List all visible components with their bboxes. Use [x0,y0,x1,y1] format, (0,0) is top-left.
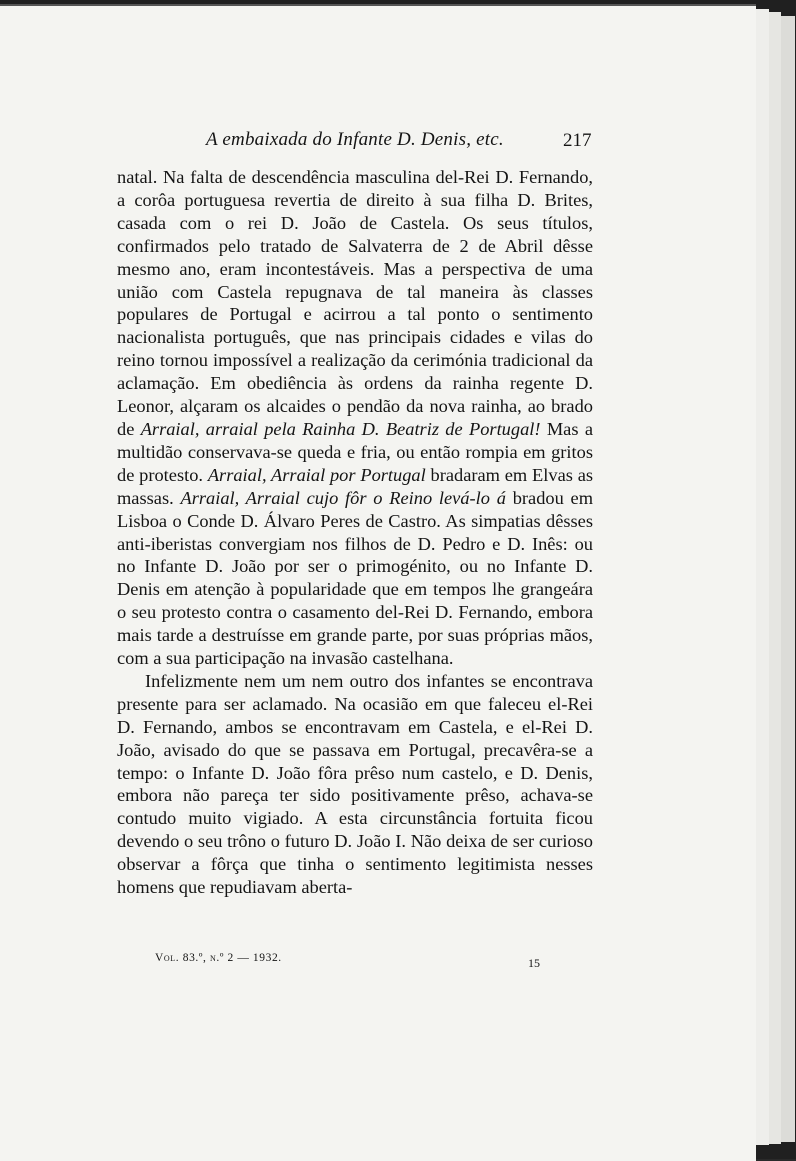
signature-mark: 15 [528,956,540,970]
italic-quote: Arraial, Arraial cujo fôr o Reino levá-lo á [180,487,506,508]
body-text [117,166,593,899]
italic-quote: Arraial, arraial pela Rainha D. Beatriz de Portugal! [140,418,541,439]
italic-quote: Arraial, Arraial por Portugal [207,464,426,485]
paragraph-1 [117,166,593,670]
volume-line: Vol. 83.º, n.º 2 — 1932. [155,952,282,964]
page-header [0,129,756,159]
page-number: 217 [563,130,592,151]
book-page [0,4,756,1161]
text-run: bradaram em Elvas as massas. [117,464,594,508]
page-footer [0,952,756,976]
text-run: natal. Na falta de descendência masculina del-Rei D. Fernando, a corôa portuguesa revertia de direito à sua filha D. Brites, casada com o rei D. João de Castela. Os seus títulos, confirmados pelo tratado de Salvaterra de 2 de Abril dêsse mesmo ano, eram incontestáveis. Mas a perspectiva de uma união com Castela repugnava de tal maneira às classes populares de Portugal e acirrou a tal ponto o sentimento nacionalista português, que nas principais cidades e vilas do reino tornou impossível a realização da cerimónia tradicional da aclamação. Em obediência às ordens da rainha regente D. Leonor, alçaram os alcaides o pendão da nova rainha, ao brado de [117,167,593,439]
paragraph-2: Infelizmente nem um nem outro dos infantes se encontrava presente para ser aclamado. Na ocasião em que faleceu el-Rei D. Fernando, ambos se encontravam em Castela, e el-Rei D. João, avisado do que se passava em Portugal, precavêra-se a tempo: o Infante D. João fôra prêso num castelo, e D. Denis, embora não pareça ter sido positivamente prêso, achava-se contudo muito vigiado. A esta circunstância fortuita ficou devendo o seu trôno o futuro D. João I. Não deixa de ser curioso observar a fôrça que tinha o sentimento legitimista nesses homens que repudiavam aberta- [117,670,593,898]
text-run: Mas a multidão conservava-se queda e fria, ou então rompia em gritos de protesto. [117,418,593,485]
running-title: A embaixada do Infante D. Denis, etc. [206,129,504,150]
text-run: bradou em Lisboa o Conde D. Álvaro Peres de Castro. As simpatias dêsses anti-iberistas convergiam nos filhos de D. Pedro e D. Inês: ou no Infante D. João por ser o primogénito, ou no Infante D. Denis em atenção à popularidade que em tempos lhe grangeára o seu protesto contra o casamento del-Rei D. Fernando, embora mais tarde a destruísse em grande parte, por suas próprias mãos, com a sua participação na invasão castelhana. [117,487,594,669]
